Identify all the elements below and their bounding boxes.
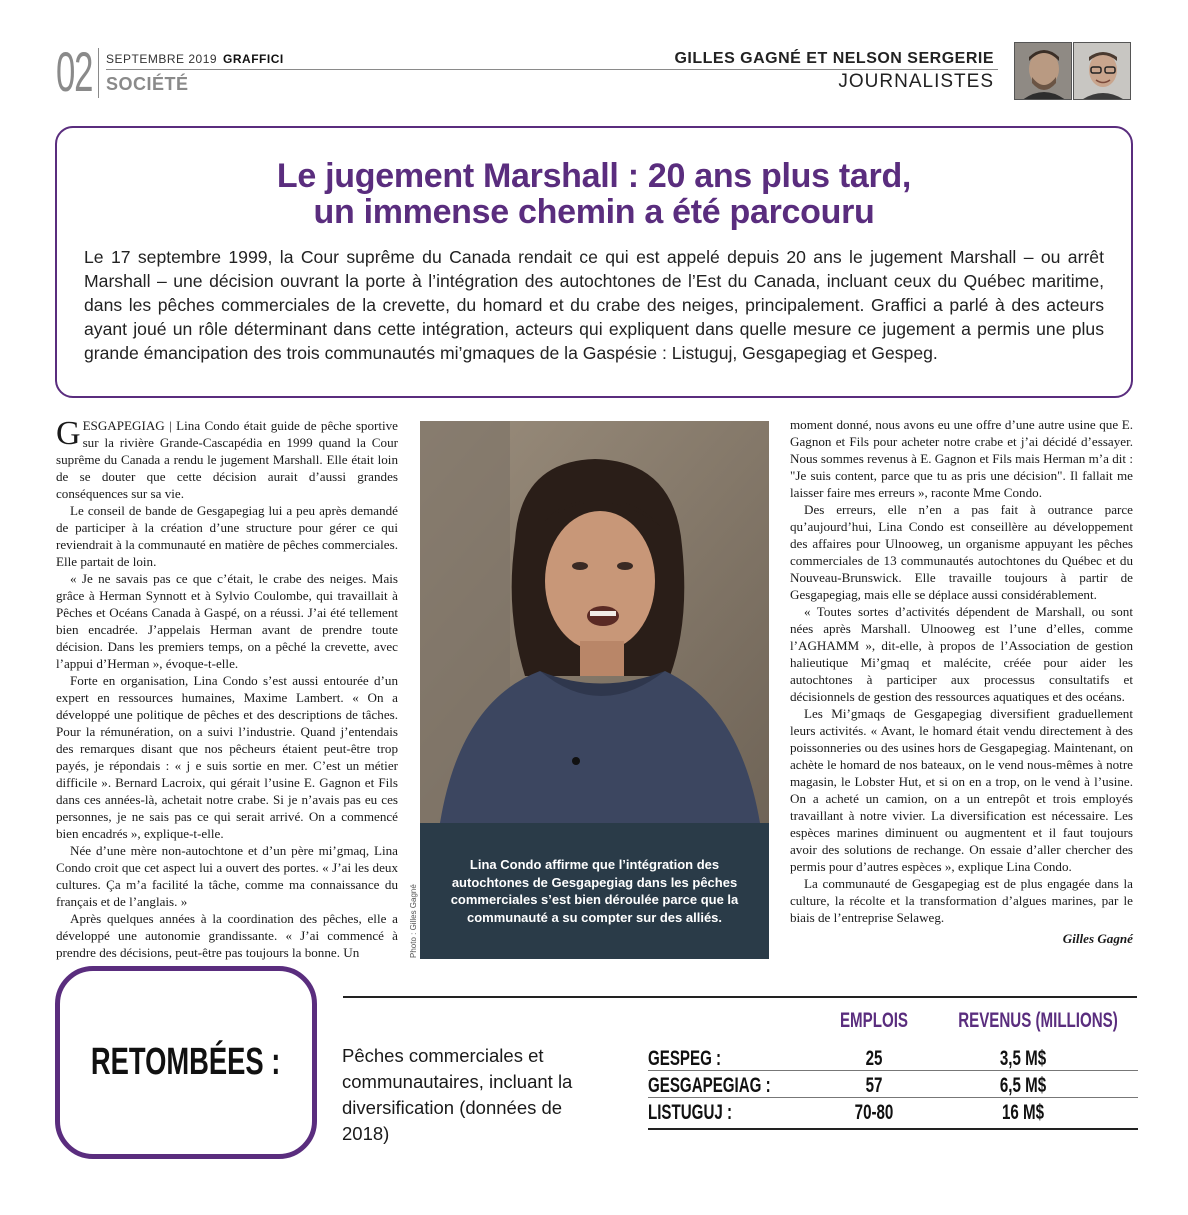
paragraph: La communauté de Gesgapegiag est de plus engagée dans la culture, la récolte et la transformation d’algues marines, par le biais de l’entreprise Selaweg. xyxy=(790,876,1133,925)
issue-line xyxy=(106,52,284,66)
impact-title: RETOMBÉES : xyxy=(91,1041,281,1083)
revenue-value: 3,5 M$ xyxy=(999,1047,1047,1070)
photo-caption: Lina Condo affirme que l’intégration des autochtones de Gesgapegiag dans les pêches commerciales s’est bien déroulée parce que la communauté a su compter sur des alliés. xyxy=(450,857,739,925)
stats-row xyxy=(648,1098,1138,1125)
section-label: SOCIÉTÉ xyxy=(106,74,189,94)
headline xyxy=(57,158,1131,230)
stats-header-revenue: REVENUS (MILLIONS) xyxy=(958,1009,1118,1032)
header-divider-horizontal xyxy=(106,69,998,70)
drop-cap: G xyxy=(56,415,81,452)
paragraph: « Je ne savais pas ce que c’était, le crabe des neiges. Mais grâce à Herman Synnott et à Sylvio Coulombe, qui travaillait à Pêches et Océans Canada à Gaspé, on a réussi. J’ai été tellement bien encadrée. J’appelais Herman avant de prendre toute décision. Dans les premiers temps, on a pêché la crevette, avec l’appui d’Herman », évoque-t-elle. xyxy=(56,571,398,671)
paragraph: Des erreurs, elle n’en a pas fait à outrance parce qu’aujourd’hui, Lina Condo est conseillère au développement des affaires pour Ulnooweg, un organisme appuyant les pêches commerciales de 13 communautés autochtones du Québec et du Nouveau-Brunswick. Elle travaille toujours à partir de Gesgapegiag, mais elle se déplace aussi considérablement. xyxy=(790,502,1133,602)
paragraph: Le conseil de bande de Gesgapegiag lui a peu après demandé de participer à la création d’une structure pour gérer ce qui reviendrait à la communauté en matière de pêches commerciales. Elle partait de loin. xyxy=(56,503,398,569)
impact-box xyxy=(55,966,317,1159)
stats-bottom-divider xyxy=(648,1128,1138,1130)
revenue-value: 6,5 M$ xyxy=(999,1074,1047,1097)
community-name: GESPEG : xyxy=(648,1047,722,1070)
byline-authors: GILLES GAGNÉ ET NELSON SERGERIE xyxy=(674,50,994,67)
paragraph: Forte en organisation, Lina Condo s’est aussi entourée d’un expert en ressources humaines, Maxime Lambert. « On a développé une politique de pêches et des descriptions de tâches. Pour la rémunération, on a suivi l’industrie. Quand j’entendais des remarques disant que nos pêcheurs étaient peut-être trop payés, je répondais : « j e suis sortie en mer. C’est un métier difficile ». Bernard Lacroix, qui gérait l’usine E. Gagnon et Fils dans ces années-là, achetait notre crabe. Si je n’avais pas eu ces personnes, je ne sais pas ce qui serait arrivé. On a commencé bien encadrés », explique-t-elle. xyxy=(56,673,398,841)
photo-caption-box xyxy=(420,823,769,959)
paragraph: Après quelques années à la coordination des pêches, elle a développé une autonomie grandissante. « J’ai commencé à prendre des décisions, peut-être pas toujours la bonne. Un xyxy=(56,911,398,960)
article-deck: Le 17 septembre 1999, la Cour suprême du Canada rendait ce qui est appelé depuis 20 ans le jugement Marshall – ou arrêt Marshall – une décision ouvrant la porte à l’intégration des autochtones de l’Est du Canada, incluant ceux du Québec maritime, dans les pêches commerciales de la crevette, du homard et du crabe des neiges, principalement. Graffici a parlé à des acteurs ayant joué un rôle déterminant dans cette intégration, acteurs qui expliquent dans quelle mesure ce jugement a permis une plus grande émancipation des trois communautés mi’gmaques de la Gaspésie : Listuguj, Gesgapegiag et Gespeg. xyxy=(84,247,1104,363)
community-name: GESGAPEGIAG : xyxy=(648,1074,771,1097)
issue-date: SEPTEMBRE 2019 xyxy=(106,52,218,66)
jobs-value: 70-80 xyxy=(854,1101,894,1124)
publication-name: GRAFFICI xyxy=(223,52,284,66)
stats-row xyxy=(648,1071,1138,1098)
paragraph: Née d’une mère non-autochtone et d’un père mi’gmaq, Lina Condo croit que cet aspect lui a ouvert des portes. « J’ai les deux cultures. Ça m’a facilité la tâche, comme ma connaissance du français et de l’anglais. » xyxy=(56,843,398,909)
page-number: 02 xyxy=(56,40,93,103)
stats-row xyxy=(648,1044,1138,1071)
intro-box xyxy=(55,126,1133,398)
paragraph: Les Mi’gmaqs de Gesgapegiag diversifient graduellement leurs activités. « Avant, le homard était vendu directement à des poissonneries ou des usines hors de Gesgapegiag. Maintenant, on achète le homard de nos bateaux, on le vend nous-mêmes à notre magasin, le Lobster Hut, et si on en a trop, on le vend à l’usine. On a acheté un camion, on a un entrepôt et trois employés travaillant à notre vivier. La diversification est nécessaire. Les espèces marines diminuent ou augmentent et il faut toujours avoir des solutions de rechange. On essaie d’aller chercher des permis pour d’autres espèces », explique Lina Condo. xyxy=(790,706,1133,874)
author-portrait-1 xyxy=(1014,42,1072,100)
header-divider-vertical xyxy=(98,48,99,98)
article-photo xyxy=(420,421,769,823)
article-column-3 xyxy=(790,416,1133,947)
impact-description: Pêches commerciales et communautaires, incluant la diversification (données de 2018) xyxy=(342,1045,573,1144)
stats-header-row xyxy=(648,1006,1138,1044)
paragraph-text: ESGAPEGIAG | Lina Condo était guide de pêche sportive sur la rivière Grande-Cascapédia en 1999 quand la Cour suprême du Canada a rendu le jugement Marshall. Elle était loin de se douter que cette décision aurait d’aussi grandes conséquences sur sa vie. xyxy=(56,418,398,501)
photo-credit: Photo : Gilles Gagné xyxy=(409,884,418,958)
community-name: LISTUGUJ : xyxy=(648,1101,733,1124)
paragraph xyxy=(56,417,398,502)
byline-role: JOURNALISTES xyxy=(838,71,994,92)
impact-divider xyxy=(343,996,1137,998)
paragraph: moment donné, nous avons eu une offre d’une autre usine que E. Gagnon et Fils pour acheter notre crabe et j’ai décidé d’essayer. Nous sommes revenus à E. Gagnon et Fils mais Herman m’a dit : "Je suis content, parce que tu as pris une décision". Il fallait me laisser faire mes erreurs », raconte Mme Condo. xyxy=(790,417,1133,500)
article-column-1 xyxy=(56,417,398,961)
jobs-value: 57 xyxy=(865,1074,883,1097)
signature: Gilles Gagné xyxy=(1062,931,1133,946)
headline-line-1: Le jugement Marshall : 20 ans plus tard, xyxy=(276,157,912,195)
author-portrait-2 xyxy=(1073,42,1131,100)
stats-header-jobs: EMPLOIS xyxy=(839,1009,909,1032)
paragraph: « Toutes sortes d’activités dépendent de Marshall, ou sont nées après Marshall. Ulnooweg est l’une d’elles, comme l’AGHAMM », dit-elle, à propos de l’Association de gestion halieutique Mi’gmaq et malécite, créée pour aider les autochtones à participer aux processus consultatifs et décisionnels de gestion des ressources aquatiques et des océans. xyxy=(790,604,1133,704)
headline-line-2: un immense chemin a été parcouru xyxy=(313,193,875,231)
jobs-value: 25 xyxy=(865,1047,883,1070)
impact-stats-table xyxy=(648,1006,1138,1125)
revenue-value: 16 M$ xyxy=(1001,1101,1045,1124)
